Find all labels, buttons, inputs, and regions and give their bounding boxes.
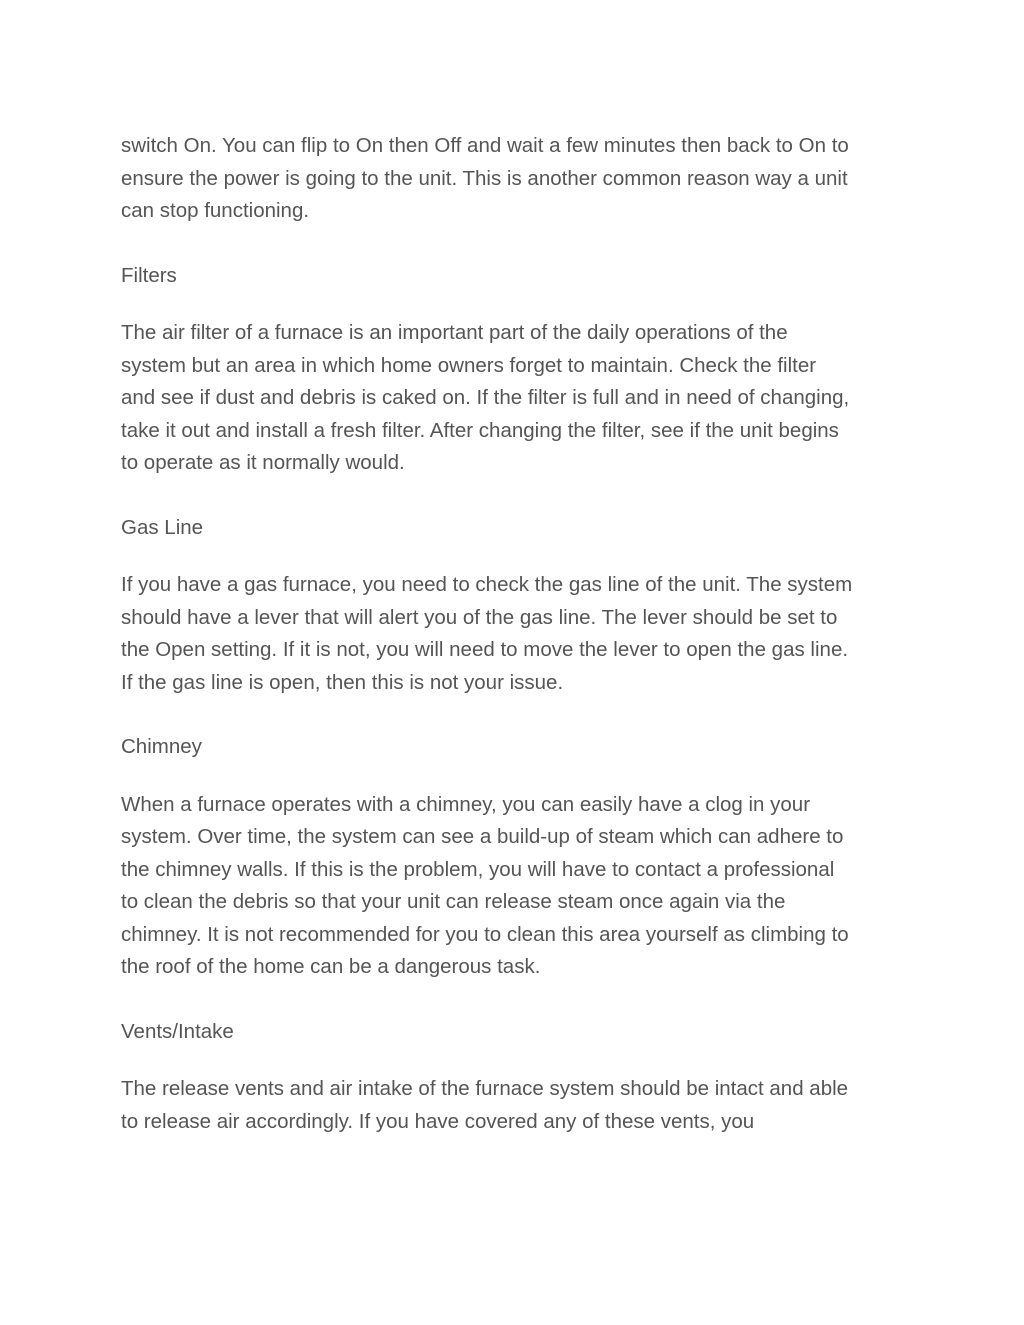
text-line: system. Over time, the system can see a build-up of steam which can adhere to [121, 825, 844, 848]
text-line: take it out and install a fresh filter. After changing the filter, see if the unit begins [121, 418, 839, 442]
text-line: system but an area in which home owners forget to maintain. Check the filter [121, 353, 817, 377]
text-line: and see if dust and debris is caked on. If the filter is full and in need of changing, [121, 386, 850, 409]
paragraph-chimney [121, 789, 911, 984]
text-line: can stop functioning. [121, 199, 310, 222]
text-line: to clean the debris so that your unit can release steam once again via the [121, 890, 786, 913]
paragraph-filters [121, 317, 911, 480]
paragraph-vents-intake [121, 1073, 911, 1138]
text-line: When a furnace operates with a chimney, you can easily have a clog in your [121, 792, 811, 816]
text-line: ensure the power is going to the unit. This is another common reason way a unit [121, 166, 848, 190]
text-line: switch On. You can flip to On then Off and wait a few minutes then back to On to [121, 134, 849, 157]
paragraph-gas-line [121, 569, 911, 699]
text-line: the chimney walls. If this is the problem, you will have to contact a professional [121, 857, 835, 881]
document-page [121, 130, 911, 1138]
text-line: to operate as it normally would. [121, 451, 405, 474]
text-line: If you have a gas furnace, you need to check the gas line of the unit. The system [121, 573, 853, 596]
text-line: If the gas line is open, then this is not your issue. [121, 670, 564, 694]
text-line: the roof of the home can be a dangerous task. [121, 955, 541, 978]
heading-filters: Filters [121, 263, 177, 287]
paragraph-power-switch [121, 130, 911, 228]
text-line: the Open setting. If it is not, you will need to move the lever to open the gas line. [121, 638, 849, 661]
heading-gas-line: Gas Line [121, 515, 204, 539]
text-line: to release air accordingly. If you have covered any of these vents, you [121, 1109, 755, 1133]
text-line: chimney. It is not recommended for you to clean this area yourself as climbing to [121, 922, 849, 946]
heading-chimney: Chimney [121, 735, 202, 758]
text-line: should have a lever that will alert you of the gas line. The lever should be set to [121, 605, 838, 629]
heading-vents-intake: Vents/Intake [121, 1019, 234, 1043]
text-line: The release vents and air intake of the furnace system should be intact and able [121, 1077, 849, 1100]
text-line: The air filter of a furnace is an important part of the daily operations of the [121, 321, 788, 344]
